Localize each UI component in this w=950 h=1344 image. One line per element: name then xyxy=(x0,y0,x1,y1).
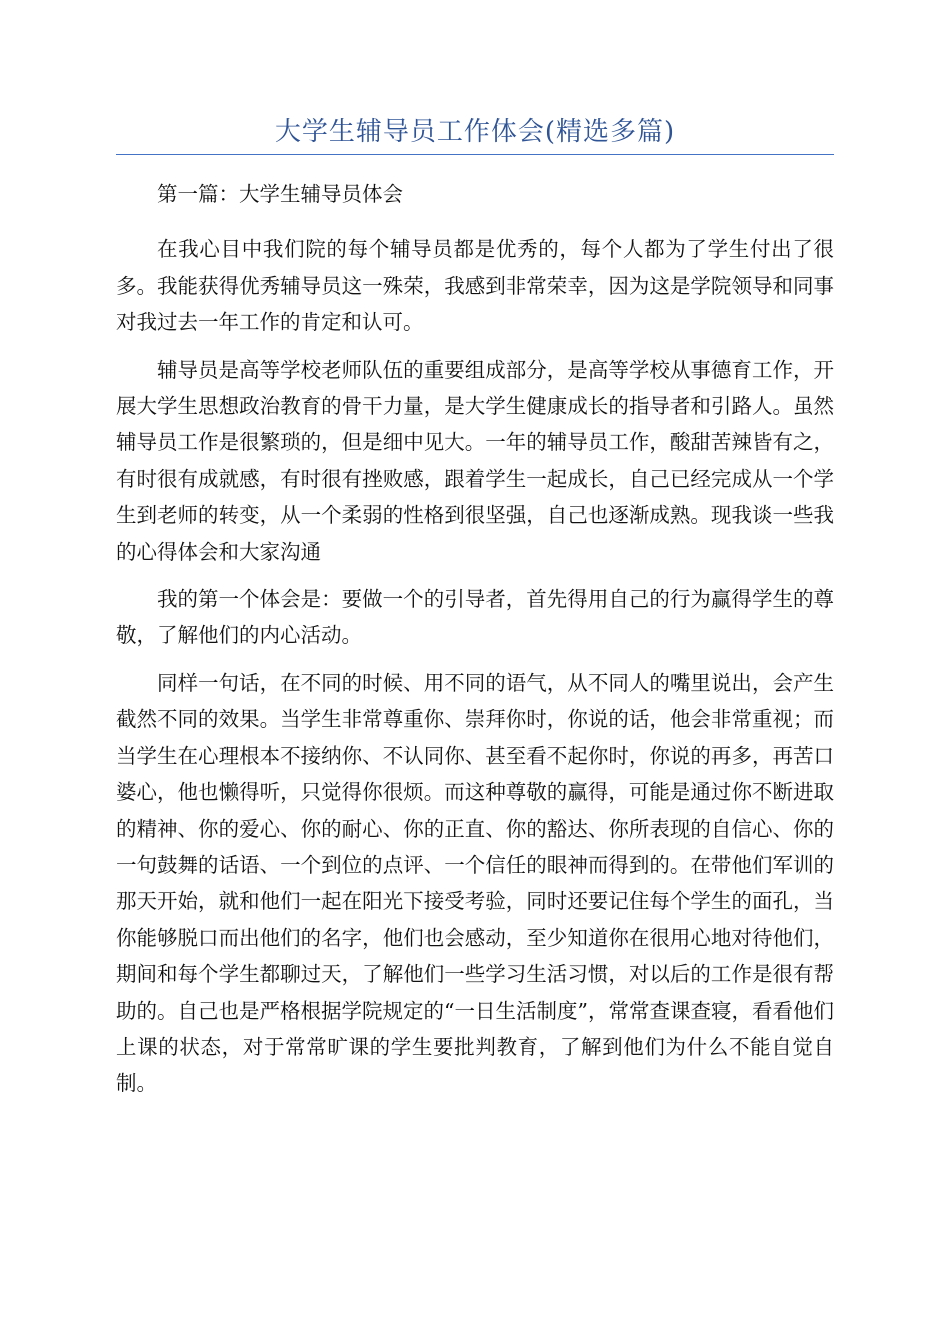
title-underline-rule xyxy=(116,154,834,155)
body-paragraph-4: 同样一句话，在不同的时候、用不同的语气，从不同人的嘴里说出，会产生截然不同的效果。当学生非常尊重你、崇拜你时，你说的话，他会非常重视；而当学生在心理根本不接纳你、不认同你、甚至看不起你时，你说的再多，再苦口婆心，他也懒得听，只觉得你很烦。而这种尊敬的赢得，可能是通过你不断进取的精神、你的爱心、你的耐心、你的正直、你的豁达、你所表现的自信心、你的一句鼓舞的话语、一个到位的点评、一个信任的眼神而得到的。在带他们军训的那天开始，就和他们一起在阳光下接受考验，同时还要记住每个学生的面孔，当你能够脱口而出他们的名字，他们也会感动，至少知道你在很用心地对待他们，期间和每个学生都聊过天，了解他们一些学习生活习惯，对以后的工作是很有帮助的。自己也是严格根据学院规定的“一日生活制度”，常常查课查寝，看看他们上课的状态，对于常常旷课的学生要批判教育，了解到他们为什么不能自觉自制。 xyxy=(116,670,834,1096)
body-paragraph-2: 辅导员是高等学校老师队伍的重要组成部分，是高等学校从事德育工作，开展大学生思想政治教育的骨干力量，是大学生健康成长的指导者和引路人。虽然辅导员工作是很繁琐的，但是细中见大。一年的辅导员工作，酸甜苦辣皆有之，有时很有成就感，有时很有挫败感，跟着学生一起成长，自己已经完成从一个学生到老师的转变，从一个柔弱的性格到很坚强，自己也逐渐成熟。现我谈一些我的心得体会和大家沟通 xyxy=(116,357,834,564)
document-title: 大学生辅导员工作体会(精选多篇) xyxy=(274,117,676,147)
body-paragraph-1: 在我心目中我们院的每个辅导员都是优秀的，每个人都为了学生付出了很多。我能获得优秀辅导员这一殊荣，我感到非常荣幸，因为这是学院领导和同事对我过去一年工作的肯定和认可。 xyxy=(116,237,834,335)
body-paragraph-3: 我的第一个体会是：要做一个的引导者，首先得用自己的行为赢得学生的尊敬，了解他们的内心活动。 xyxy=(116,587,834,648)
document-body xyxy=(116,176,834,1113)
section-heading: 第一篇：大学生辅导员体会 xyxy=(157,182,403,206)
